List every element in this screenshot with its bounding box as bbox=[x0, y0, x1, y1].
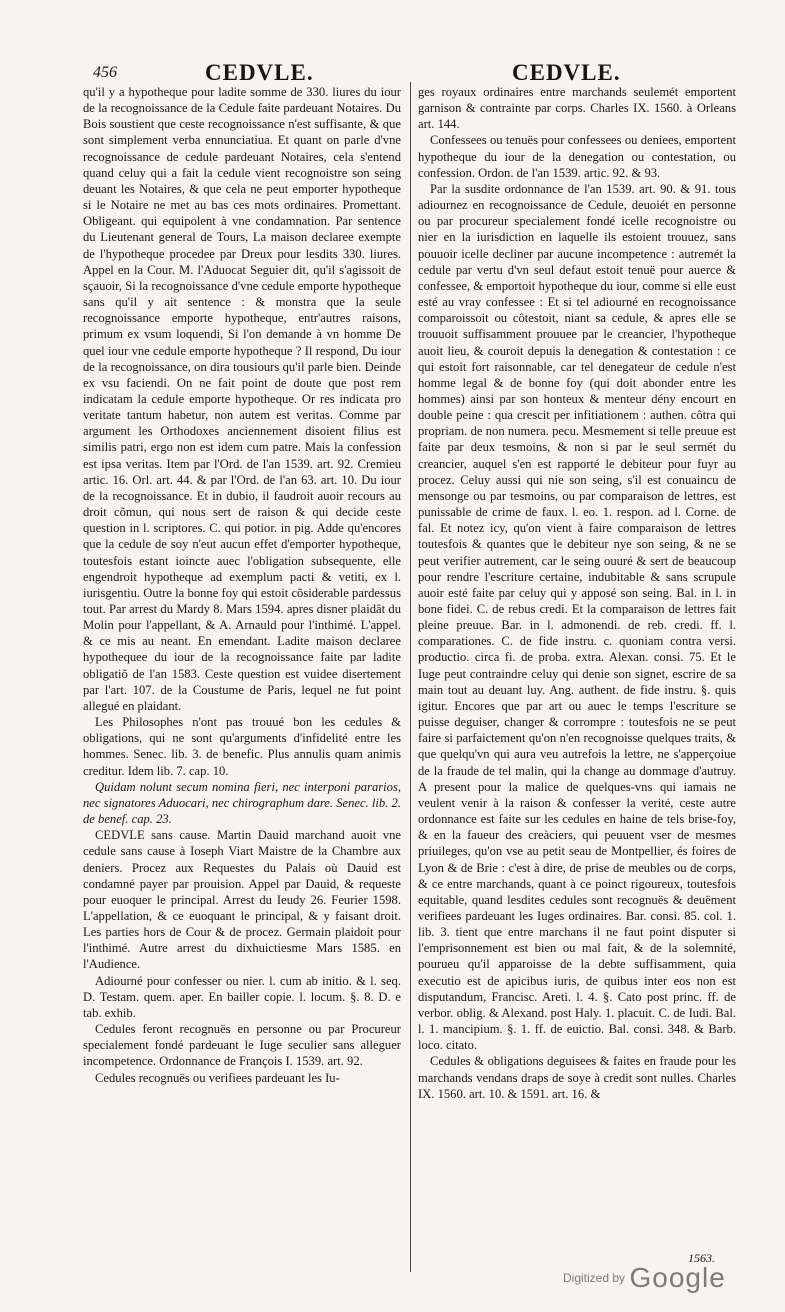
paragraph: Cedules feront recognuës en personne ou par Procureur specialement fondé pardeuant le Iuge seculier sans alleguer incompetence. Ordonnance de François I. 1539. art. 92. bbox=[83, 1022, 401, 1069]
column-divider bbox=[410, 82, 411, 1272]
paragraph: Par la susdite ordonnance de l'an 1539. art. 90. & 91. tous adiournez en recognoissance de Cedule, deuoiét en personne ou par procureur specialement fondé icelle recognoistre ou nier en la iurisdiction en laquelle ils estoient trouuez, sans pouuoir icelle decliner par aucune incompetence : autremét la cedule par vertu d'vn seul defaut estoit tenuë pour auerce & confessee, & emportoit hypotheque du iour, comme si elle eust esté au vray confessee : Et si tel adiourné en recognoissance comparoissoit ou côtestoit, niant sa cedule, & apres elle se trouuoit suffisamment prouuee par le creancier, l'hypotheque auoit lieu, & couroit depuis la denegation & contestation : ce qui estoit fort raisonnable, car tel denegateur de cedule n'est homme legal & de bonne foy (qui doit abonder entre les hommes) ainsi par son honteux & menteur dény encourt en double peine : qua crescit per infitiationem : authen. côtra qui propriam. de non numera. pecu. Mesmement si telle preuue est faite par deux tesmoins, & non si par le seul sermét du creancier, auquel s'en est rapporté le debiteur pour fuyr au procez. Celuy aussi qui nie son seing, s'il est conuaincu de mensonge ou par tesmoins, ou par comparaison de lettres, est punissable de crime de faux. l. eo. 1. respon. ad l. Corne. de fal. Et notez icy, qu'on vient à faire comparaison de lettres toutesfois & quantes que le debiteur nye son seing, & ne se peut verifier autrement, car le seing ouuré & sert de beaucoup pour rendre l'escriture certaine, indubitable & sans scrupule auoir esté faite par celuy qui y apposé son seing. Bal. in l. in bone fidei. C. de rebus credi. Et la comparaison de lettres fait pleine preuue. Bar. in l. admonendi. de reb. credi. ff. l. comparationes. C. de fide instru. c. quoniam contra versi. productio. circa fi. de proba. extra. Alexan. consi. 75. Et le Iuge peut contraindre celuy qui denie son signet, escrire de sa main tout au deuant luy. Ang. authent. de fide instru. §. quis igitur. Encores que par art ou auec le temps l'escriture se puisse deguiser, changer & corrompre : toutesfois ne se peut faire si parfaictement qu'on n'en recognoisse quelques traits, & que quelqu'vn qui aura veu autrefois la lettre, ne s'apperçoiue de la fraude de tel malin, qui la change au dommage d'autruy. A present pour la malice de quelques-vns qui iamais ne veulent venir à la raison & confesser la verité, ceste autre ordonnance est faite sur les cedules en haine de tels brise-foy, & en la faueur des creàciers, qui peuuent vser de mesmes priuileges, qu'on vse au petit seau de Montpellier, és foires de Lyon & de Brie : c'est à dire, de prise de meubles ou de corps, & ce entre marchands, quant à ce poinct rigoureux, toutesfois equitable, quand lesdites cedules sont recognuës & deuëment verifiees pardeuant les Iuges ordinaires. Bar. consi. 85. col. 1. lib. 3. tient que entre marchans il ne faut point disputer si l'emprisonnement est bien ou mal fait, & de la solemnité, pourueu qu'il apparoisse de la debte suffisamment, quia executio est de apicibus iuris, de quibus inter eos non est disputandum, Francisc. Areti. l. 4. §. Cato post princ. ff. de verbor. oblig. & Alexand. post Haly. 1. placuit. C. de Iudi. Bal. l. 1. mancipium. §. 1. ff. de euictio. Bal. consi. 348. & Barb. loco. citato. bbox=[418, 181, 736, 1053]
catchword: 1563. bbox=[688, 1251, 715, 1265]
page-number: 456 bbox=[93, 64, 117, 81]
right-column bbox=[418, 84, 736, 1102]
digitized-watermark bbox=[563, 1262, 726, 1294]
latin-citation: Quidam nolunt secum nomina fieri, nec interponi pararios, nec signatores Aduocari, nec chirographum dare. Senec. lib. 2. de benef. cap. 23. bbox=[83, 779, 401, 827]
running-head-left: CEDVLE. bbox=[205, 60, 314, 85]
paragraph: Confessees ou tenuës pour confessees ou deniees, emportent hypotheque du iour de la denegation ou contestation, ou confession. Ordon. de l'an 1539. artic. 92. & 93. bbox=[418, 133, 736, 180]
paragraph: qu'il y a hypotheque pour ladite somme de 330. liures du iour de la recognoissance de la Cedule faite pardeuant Notaires. Du Bois soustient que ceste recognoissance n'est suffisante, & que sont simplement verba ennunciatiua. Et quant on parle d'vne recognoissance de cedule pardeuant Notaires, cela s'entend quand celuy qui a fait la cedule vient recognoistre son seing deuant les Notaires, & que cela ne peut emporter hypotheque si le Notaire ne met au bas ces mots ordinaires. Promettant. Obligeant. qui equipolent à vne condamnation. Par sentence du Lieutenant general de Tours, La maison declaree exempte de l'hypotheque procedee par Dreux pour lesdits 330. liures. Appel en la Cour. M. l'Aduocat Seguier dit, qu'il s'agissoit de sçauoir, Si la recognoissance d'vne cedule emporte hypotheque sans qu'il y ait sentence : & monstra que la seule recognoissance emporte hypotheque, entr'autres raisons, primum ex vsum loquendi, Si l'on demande à vn homme De quel iour vne cedule emporte hypotheque ? Il respond, Du iour de la recognoissance, on dira tousiours qu'il parle bien. Deinde ex vsu faciendi. On ne fait point de doute que post rem indicatam la cedule emporte hypotheque. Or res indicata pro veritate tantum habetur, non autem est veritas. Comme par argument les Orthodoxes anciennement disoient filius est similis patri, ergo non est idem cum patre. Mais la confession est ipsa veritas. Item par l'Ord. de l'an 1539. art. 92. Cremieu artic. 16. Orl. art. 44. & par l'Ord. de l'an 63. art. 10. Du iour de la recognoissance. Et in dubio, il faudroit auoir recours au droit cõmun, qui nous sert de raison & qui decide ceste question in l. scriptores. C. qui potior. in pig. Adde qu'encores que la cedule de soy n'eut aucun effet d'emporter hypotheque, toutesfois estant ioincte auec l'obligation subsequente, elle engendroit hypotheque ad exemplum pacti & vetiti, ex l. iurisgentiu. Outre la bonne foy qui estoit cõsiderable pardessus tout. Par arrest du Mardy 8. Mars 1594. apres disner plaidât du Molin pour l'appellant, & A. Arnauld pour l'inthimé. L'appel. & ce mis au neant. En emendant. Ladite maison declaree hypothequee du iour de la recognoissance faite par ladite obligatiõ de l'an 1583. Ceste question est vuidee disertement par l'art. 107. de la Coustume de Paris, lequel ne fut point allegué en plaidant. bbox=[83, 85, 401, 713]
running-head-right: CEDVLE. bbox=[512, 60, 621, 85]
paragraph: Cedules recognuës ou verifiees pardeuant les Iu- bbox=[95, 1070, 340, 1085]
paragraph: ges royaux ordinaires entre marchands seulemét emportent garnison & contrainte par corps. Charles IX. 1560. à Orleans art. 144. bbox=[418, 85, 736, 132]
paragraph: Cedules & obligations deguisees & faites en fraude pour les marchands vendans draps de soye à credit sont nulles. Charles IX. 1560. art. 10. & 1591. art. 16. & bbox=[418, 1054, 736, 1101]
left-column bbox=[83, 84, 401, 1086]
paragraph: Adiourné pour confesser ou nier. l. cum ab initio. & l. seq. D. Testam. quem. aper. En bailler copie. l. locum. §. 8. D. e tab. exhib. bbox=[83, 973, 401, 1020]
paragraph: CEDVLE sans cause. Martin Dauid marchand auoit vne cedule sans cause à Ioseph Viart Maistre de la Chambre aux deniers. Procez aux Requestes du Palais où Dauid est condamné payer par prouision. Appel par Dauid, & requeste pour euoquer le principal. Arrest du Ieudy 26. Feurier 1598. L'appellation, & ce euoquant le principal, & y faisant droit. Les parties hors de Cour & de procez. Germain plaidoit pour l'inthimé. Autre arrest du dixhuictiesme Mars 1585. en l'Audience. bbox=[83, 828, 401, 972]
watermark-prefix: Digitized by bbox=[563, 1271, 626, 1285]
paragraph: Les Philosophes n'ont pas trouué bon les cedules & obligations, qui ne sont qu'arguments d'infidelité entre les hommes. Senec. lib. 3. de benefic. Plus annulis quam animis creditur. Idem lib. 7. cap. 10. bbox=[83, 715, 401, 778]
google-logo: Google bbox=[629, 1262, 726, 1293]
